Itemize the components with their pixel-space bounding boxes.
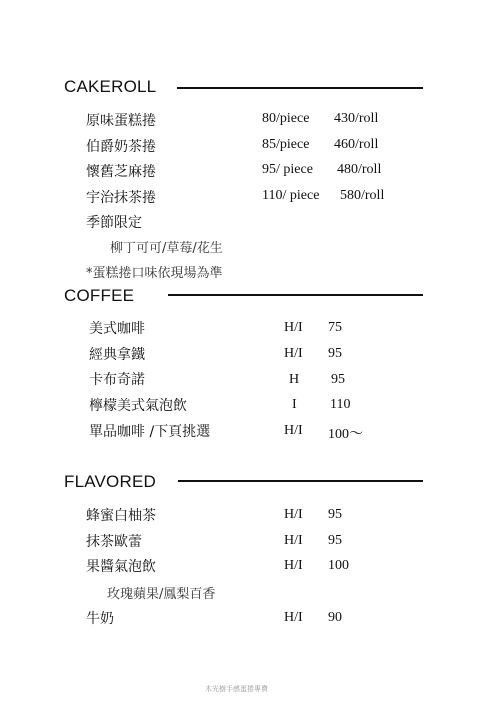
milk-item-price: 90 (328, 610, 342, 625)
cakeroll-item-name: 懷舊芝麻捲 (86, 164, 156, 180)
cakeroll-item-piece-price: 95/ piece (262, 162, 313, 177)
cakeroll-item-name: 伯爵奶茶捲 (86, 139, 156, 155)
jam-flavors: 玫瑰蘋果/鳳梨百香 (107, 587, 216, 602)
coffee-item-name: 卡布奇諾 (89, 372, 145, 388)
coffee-item-temp: I (292, 397, 297, 412)
coffee-item-temp: H/I (284, 320, 303, 335)
coffee-item-temp: H (289, 372, 300, 387)
cakeroll-item-piece-price: 110/ piece (262, 188, 320, 203)
coffee-item-temp: H/I (284, 346, 303, 361)
cakeroll-item-name: 原味蛋糕捲 (86, 113, 156, 129)
coffee-divider (168, 294, 423, 296)
milk-item-name: 牛奶 (86, 611, 114, 627)
cakeroll-item-name: 宇治抹茶捲 (86, 190, 156, 206)
flavored-divider (178, 480, 423, 482)
cakeroll-item-roll-price: 460/roll (334, 137, 379, 152)
coffee-item-price: 75 (328, 320, 342, 335)
flavored-item-temp: H/I (284, 507, 303, 522)
footer-text: 木光樹手感蛋捲專賣 (205, 685, 268, 693)
cakeroll-item-piece-price: 80/piece (262, 111, 310, 126)
cakeroll-note: *蛋糕捲口味依現場為準 (86, 266, 223, 281)
flavored-item-price: 95 (328, 507, 342, 522)
flavored-item-temp: H/I (284, 558, 303, 573)
flavored-item-temp: H/I (284, 533, 303, 548)
flavored-item-name: 果醬氣泡飲 (86, 559, 156, 575)
coffee-item-price: 100～ (328, 427, 363, 442)
cakeroll-item-roll-price: 480/roll (337, 162, 382, 177)
coffee-item-temp: H/I (284, 423, 303, 438)
coffee-item-price: 95 (331, 372, 345, 387)
milk-item-temp: H/I (284, 610, 303, 625)
coffee-item-name: 經典拿鐵 (89, 347, 145, 363)
cakeroll-divider (177, 87, 423, 89)
flavored-item-price: 95 (328, 533, 342, 548)
coffee-section-title: COFFEE (64, 286, 135, 305)
coffee-item-price: 95 (328, 346, 342, 361)
cakeroll-section-title: CAKEROLL (64, 77, 157, 96)
seasonal-label: 季節限定 (86, 215, 142, 231)
coffee-item-name: 美式咖啡 (89, 321, 145, 337)
cakeroll-item-roll-price: 430/roll (334, 111, 379, 126)
cakeroll-item-piece-price: 85/piece (262, 137, 310, 152)
flavored-item-price: 100 (328, 558, 349, 573)
seasonal-flavors: 柳丁可可/草莓/花生 (110, 241, 223, 256)
coffee-item-name: 檸檬美式氣泡飲 (89, 398, 187, 414)
flavored-item-name: 抹茶歐蕾 (86, 534, 142, 550)
flavored-section-title: FLAVORED (64, 472, 156, 491)
cakeroll-item-roll-price: 580/roll (340, 188, 385, 203)
coffee-item-name: 單品咖啡 /下頁挑選 (89, 424, 211, 440)
coffee-item-price: 110 (330, 397, 351, 412)
flavored-item-name: 蜂蜜白柚茶 (86, 508, 156, 524)
